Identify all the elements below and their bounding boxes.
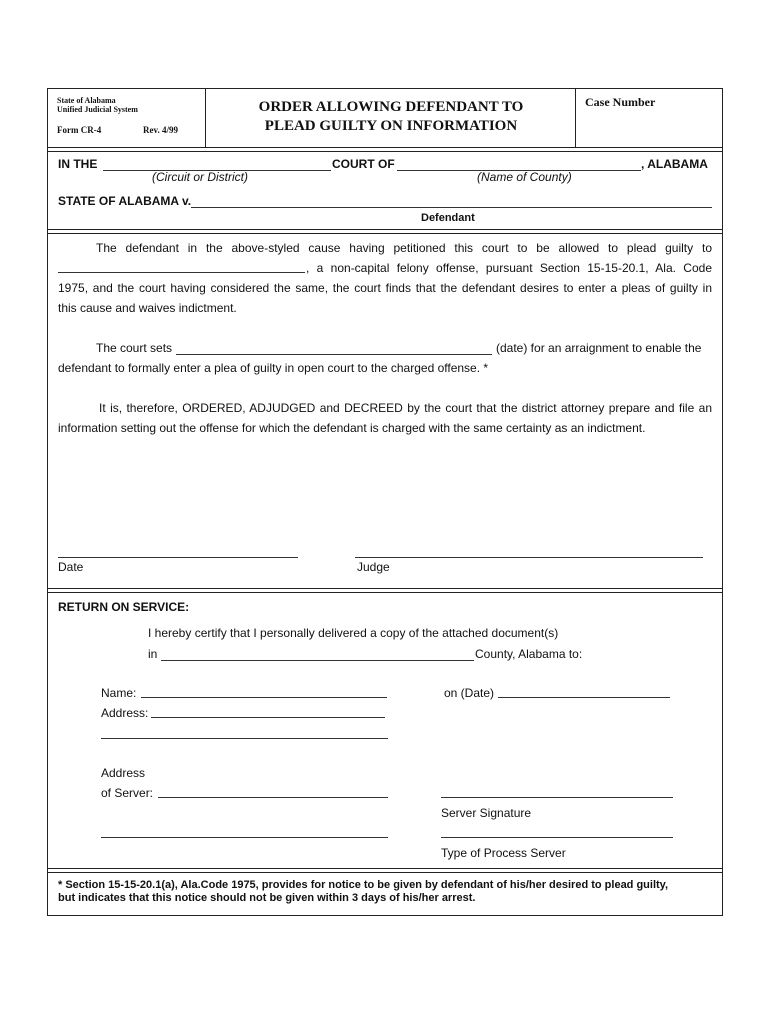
footnote-line-2: but indicates that this notice should not be given within 3 days of his/her arrest.	[58, 892, 476, 904]
system-label: Unified Judicial System	[57, 105, 138, 114]
judge-label: Judge	[357, 560, 390, 574]
county-alabama-label: County, Alabama to:	[475, 647, 583, 661]
circuit-hint: (Circuit or District)	[152, 170, 248, 184]
alabama-label: , ALABAMA	[641, 157, 708, 171]
server-signature-line[interactable]	[441, 797, 673, 798]
para1-line1: The defendant in the above-styled cause having petitioned this court to be allowed to plead guilty to	[96, 241, 712, 255]
in-the-label: IN THE	[58, 157, 98, 171]
court-of-label: COURT OF	[332, 157, 395, 171]
name-label: Name:	[101, 686, 137, 700]
server-address-field[interactable]	[158, 797, 388, 798]
para2-tail: (date) for an arraignment to enable the	[496, 341, 702, 355]
arraignment-date-field[interactable]	[176, 354, 492, 355]
date-label: Date	[58, 560, 84, 574]
para2-line2: defendant to formally enter a plea of guilty in open court to the charged offense. *	[58, 361, 489, 375]
name-field[interactable]	[141, 697, 387, 698]
address-field[interactable]	[151, 717, 385, 718]
case-number-label: Case Number	[585, 95, 656, 109]
para3-line2: information setting out the offense for which the defendant is charged with the same certainty as an indictment.	[58, 421, 646, 435]
process-server-type-line[interactable]	[441, 837, 673, 838]
footnote-rule	[47, 868, 723, 873]
order-rule	[47, 588, 723, 593]
footnote-line-1: * Section 15-15-20.1(a), Ala.Code 1975, provides for notice to be given by defendant of his/her desired to plead guilty,	[58, 879, 669, 891]
revision-label: Rev. 4/99	[143, 125, 178, 135]
state-label: State of Alabama	[57, 96, 116, 105]
server-address-field-2[interactable]	[101, 837, 388, 838]
para1-line4: this cause and waives indictment.	[58, 301, 237, 315]
judge-signature-line[interactable]	[355, 557, 703, 558]
county-hint: (Name of County)	[477, 170, 572, 184]
title-line-1: ORDER ALLOWING DEFENDANT TO	[258, 99, 524, 115]
defendant-field[interactable]	[191, 207, 712, 208]
in-label: in	[148, 647, 158, 661]
date-signature-line[interactable]	[58, 557, 298, 558]
address-of-label: Address	[101, 766, 146, 780]
service-county-field[interactable]	[161, 660, 474, 661]
case-number-field[interactable]	[580, 112, 718, 142]
on-date-label: on (Date)	[444, 686, 495, 700]
para2-start: The court sets	[96, 341, 173, 355]
defendant-label: Defendant	[421, 212, 475, 224]
service-date-field[interactable]	[498, 697, 670, 698]
state-v-label: STATE OF ALABAMA v.	[58, 194, 192, 208]
para1-line2-tail: , a non-capital felony offense, pursuant Section 15-15-20.1, Ala. Code	[306, 261, 712, 275]
address-field-2[interactable]	[101, 738, 388, 739]
offense-field[interactable]	[58, 272, 305, 273]
header-rule	[47, 147, 723, 152]
court-rule	[47, 229, 723, 234]
address-label: Address:	[101, 706, 149, 720]
para3-line1: It is, therefore, ORDERED, ADJUDGED and DECREED by the court that the district attorney prepare and file an	[99, 401, 712, 415]
form-title	[206, 98, 576, 136]
server-signature-label: Server Signature	[441, 806, 532, 820]
of-server-label: of Server:	[101, 786, 154, 800]
para1-line3: 1975, and the court having considered the same, the court finds that the defendant desires to enter a pleas of guilty in	[58, 281, 712, 295]
certify-text: I hereby certify that I personally delivered a copy of the attached document(s)	[148, 626, 559, 640]
form-number: Form CR-4	[57, 125, 102, 135]
process-server-type-label: Type of Process Server	[441, 846, 566, 860]
title-line-2: PLEAD GUILTY ON INFORMATION	[264, 118, 518, 134]
return-heading: RETURN ON SERVICE:	[58, 600, 190, 614]
